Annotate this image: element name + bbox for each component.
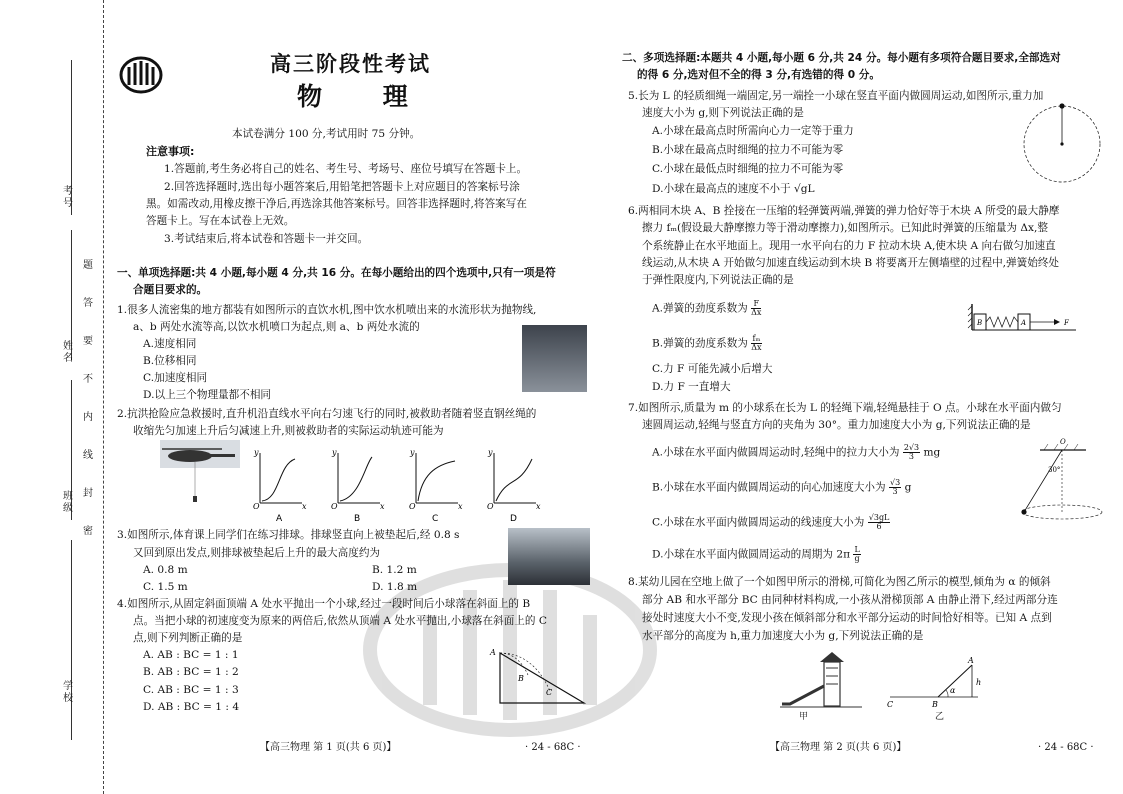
q6-stem-cont: 线运动,从木块 A 开始做匀加速直线运动到木块 B 将要离开左侧墙壁的过程中,弹簧始终处 (642, 257, 1060, 269)
denominator: 3 (892, 487, 898, 496)
school-label: 学校 (60, 680, 72, 704)
q6-option-a-text: A.弹簧的劲度系数为 (652, 302, 748, 315)
notice-2-cont: 黑。如需改动,用橡皮擦干净后,再选涂其他答案标号。回答非选择题时,将答案写在 (146, 198, 527, 210)
numerator: √3gL (868, 513, 890, 522)
section-2-heading: 二、多项选择题:本题共 4 小题,每小题 6 分,共 24 分。每小题有多项符合题目要求,全部选对 (622, 52, 1061, 64)
fig-label-b: B (518, 674, 524, 683)
q7-option-d (652, 546, 861, 563)
angle-label: 30° (1048, 466, 1061, 474)
q2-trajectory-options (250, 445, 540, 525)
q7-option-a-text: A.小球在水平面内做圆周运动时,轻绳中的拉力大小为 (652, 446, 900, 459)
axis-x-label: x (458, 502, 463, 511)
point-a-label: A (968, 656, 974, 665)
q8-stem-cont: 部分 AB 和水平部分 BC 由同种材料构成,一小孩从滑梯顶部 A 由静止滑下,经过两部分连 (642, 594, 1058, 606)
angle-alpha-label: α (950, 686, 956, 695)
q5-vertical-circle-figure (1020, 102, 1104, 186)
q7-option-b (652, 479, 911, 496)
denominator: g (854, 554, 860, 563)
page-footer: 【高三物理 第 1 页(共 6 页)】 (260, 742, 397, 753)
q7-option-c-text: C.小球在水平面内做圆周运动的线速度大小为 (652, 516, 865, 529)
fraction (751, 300, 761, 317)
notice-1: 1.答题前,考生务必将自己的姓名、考生号、考场号、座位号填写在答题卡上。 (164, 163, 528, 175)
origin-label: O (331, 502, 338, 511)
fraction (751, 335, 761, 352)
section-2-heading-cont: 的得 6 分,选对但不全的得 3 分,有选错的得 0 分。 (637, 69, 880, 81)
page-code: · 24 - 68C · (525, 742, 581, 753)
q4-incline-figure (488, 645, 588, 707)
q1-stem: 1.很多人流密集的地方都装有如图所示的直饮水机,图中饮水机喷出来的水流形状为抛物线, (117, 304, 537, 316)
q2-label-c: C (432, 514, 439, 524)
q1-option-a: A.速度相同 (143, 338, 197, 350)
q4-stem-cont: 点。当把小球的初速度变为原来的两倍后,依然从顶端 A 处水平抛出,小球落在斜面上的 C (133, 615, 547, 627)
seal-char: 答 (83, 298, 93, 309)
score-info: 本试卷满分 100 分,考试用时 75 分钟。 (232, 128, 421, 140)
q3-option-b: B. 1.2 m (372, 564, 417, 576)
figure-b-caption: 乙 (935, 712, 945, 722)
q7-option-a (652, 444, 940, 461)
q4-option-a: A. AB : BC = 1 : 1 (143, 649, 239, 661)
fraction (903, 444, 920, 461)
origin-label: O (253, 502, 260, 511)
q8-stem-cont: 水平部分的高度为 h,重力加速度大小为 g,下列说法正确的是 (642, 630, 924, 642)
seal-char: 线 (83, 450, 93, 461)
fraction (889, 479, 901, 496)
q6-stem-cont: 于弹性限度内,下列说法正确的是 (642, 274, 794, 286)
point-b-label: B (932, 700, 938, 709)
fraction (868, 514, 891, 531)
subject-title: 物 理 (297, 82, 434, 111)
q7-stem-cont: 速圆周运动,轻绳与竖直方向的夹角为 30°。重力加速度大小为 g,下列说法正确的是 (642, 419, 1031, 431)
point-o-label: O (1060, 438, 1066, 446)
fig-label-c: C (546, 688, 553, 697)
seal-char: 题 (83, 260, 93, 271)
axis-x-label: x (380, 502, 385, 511)
q6-option-d: D.力 F 一直增大 (652, 381, 731, 393)
origin-label: O (409, 502, 416, 511)
q2-stem-cont: 收缩先匀加速上升后匀减速上升,则被救助者的实际运动轨迹可能为 (133, 425, 444, 437)
block-a-label: A (1021, 319, 1027, 327)
notice-title: 注意事项: (146, 145, 195, 158)
axis-y-label: y (254, 448, 259, 457)
axis-y-label: y (332, 448, 337, 457)
helicopter-photo (160, 440, 240, 510)
q6-option-b (652, 335, 762, 352)
q5-option-d: D.小球在最高点的速度不小于 √gL (652, 183, 815, 195)
q7-option-b-unit: g (904, 481, 912, 494)
q4-stem-cont: 点,则下列判断正确的是 (133, 632, 243, 644)
numerator: √3 (890, 478, 901, 487)
q5-stem-cont: 速度大小为 g,则下列说法正确的是 (642, 107, 804, 119)
q1-option-c: C.加速度相同 (143, 372, 208, 384)
denominator: 3 (908, 452, 915, 461)
denominator: Δx (751, 343, 762, 352)
exam-title: 高三阶段性考试 (270, 52, 431, 76)
denominator: Δx (751, 308, 762, 317)
height-h-label: h (976, 678, 982, 687)
q7-option-c (652, 514, 890, 531)
point-c-label: C (887, 700, 894, 709)
volleyball-photo (508, 528, 590, 585)
slide-photo-figure (780, 650, 862, 710)
numerator: fₘ (752, 334, 761, 343)
block-b-label: B (977, 319, 983, 327)
seal-char: 不 (83, 374, 93, 385)
q5-option-a: A.小球在最高点时所需向心力一定等于重力 (652, 125, 854, 137)
q7-option-a-unit: mg (923, 446, 941, 459)
q2-label-d: D (510, 514, 517, 524)
fig-label-a: A (490, 648, 496, 657)
notice-3: 3.考试结束后,将本试卷和答题卡一并交回。 (164, 233, 369, 245)
binding-margin (0, 0, 104, 794)
q1-stem-cont: a、b 两处水流等高,以饮水机喷口为起点,则 a、b 两处水流的 (133, 321, 420, 333)
q4-option-b: B. AB : BC = 1 : 2 (143, 666, 239, 678)
force-f-label: F (1064, 319, 1069, 327)
q1-option-d: D.以上三个物理量都不相同 (143, 389, 272, 401)
q5-stem: 5.长为 L 的轻质细绳一端固定,另一端拴一小球在竖直平面内做圆周运动,如图所示,重力加 (628, 90, 1044, 102)
q2-stem: 2.抗洪抢险应急救援时,直升机沿直线水平向右匀速飞行的同时,被救助者随着竖直钢丝绳的 (117, 408, 537, 420)
axis-x-label: x (536, 502, 541, 511)
numerator: 2√3 (903, 443, 920, 452)
notice-2: 2.回答选择题时,选出每小题答案后,用铅笔把答题卡上对应题目的答案标号涂 (164, 181, 520, 193)
figure-a-caption: 甲 (799, 712, 809, 722)
q4-stem: 4.如图所示,从固定斜面顶端 A 处水平抛出一个小球,经过一段时间后小球落在斜面上的 B (117, 598, 531, 610)
q2-label-b: B (354, 514, 361, 524)
q7-conical-pendulum-figure (1012, 438, 1106, 522)
axis-y-label: y (488, 448, 493, 457)
seal-char: 密 (83, 526, 93, 537)
q4-option-c: C. AB : BC = 1 : 3 (143, 684, 239, 696)
page-footer: 【高三物理 第 2 页(共 6 页)】 (770, 742, 907, 753)
q5-option-c: C.小球在最低点时细绳的拉力不可能为零 (652, 163, 844, 175)
q6-stem-cont: 擦力 fₘ(假设最大静摩擦力等于滑动摩擦力),如图所示。已知此时弹簧的压缩量为 Δx,整 (642, 222, 1048, 234)
seal-char: 要 (83, 336, 93, 347)
fraction (853, 546, 860, 563)
q6-stem: 6.两相同木块 A、B 拴接在一压缩的轻弹簧两端,弹簧的弹力恰好等于木块 A 所受的最大静摩 (628, 205, 1060, 217)
q3-option-d: D. 1.8 m (372, 581, 418, 593)
section-1-heading: 一、单项选择题:共 4 小题,每小题 4 分,共 16 分。在每小题给出的四个选项中,只有一项是符 (117, 267, 556, 279)
q3-stem-cont: 又回到原出发点,则排球被垫起后上升的最大高度约为 (133, 547, 381, 559)
q3-option-c: C. 1.5 m (143, 581, 188, 593)
page-code: · 24 - 68C · (1038, 742, 1094, 753)
q6-spring-blocks-figure (968, 302, 1080, 334)
q6-option-c: C.力 F 可能先减小后增大 (652, 363, 773, 375)
publisher-logo (119, 55, 163, 95)
q5-option-b: B.小球在最高点时细绳的拉力不可能为零 (652, 144, 844, 156)
axis-x-label: x (302, 502, 307, 511)
class-label: 班级 (60, 490, 72, 514)
water-fountain-photo (522, 325, 587, 392)
seal-char: 封 (83, 488, 93, 499)
numerator: L (854, 545, 860, 554)
origin-label: O (487, 502, 494, 511)
exam-no-label: 考号 (60, 185, 72, 209)
q7-option-d-text: D.小球在水平面内做圆周运动的周期为 2π (652, 548, 851, 561)
q7-option-b-text: B.小球在水平面内做圆周运动的向心加速度大小为 (652, 481, 886, 494)
numerator: F (751, 300, 761, 309)
seal-char: 内 (83, 412, 93, 423)
q7-stem: 7.如图所示,质量为 m 的小球系在长为 L 的轻绳下端,轻绳悬挂于 O 点。小球在水平面内做匀 (628, 402, 1062, 414)
q6-stem-cont: 个系统静止在水平地面上。现用一水平向右的力 F 拉动木块 A,使木块 A 向右做匀加速直 (642, 240, 1056, 252)
q8-stem-cont: 接处时速度大小不变,发现小孩在倾斜部分和水平部分运动的时间恰好相等。已知 A 点到 (642, 612, 1052, 624)
name-label: 姓名 (60, 340, 72, 364)
q8-stem: 8.某幼儿园在空地上做了一个如图甲所示的滑梯,可简化为图乙所示的模型,倾角为 α 的倾斜 (628, 576, 1051, 588)
q2-label-a: A (276, 514, 283, 524)
q3-option-a: A. 0.8 m (143, 564, 188, 576)
section-1-heading-cont: 合题目要求的。 (133, 284, 208, 296)
q6-option-a (652, 300, 761, 317)
denominator: 6 (876, 522, 882, 531)
slide-model-figure (880, 655, 990, 710)
axis-y-label: y (410, 448, 415, 457)
q4-option-d: D. AB : BC = 1 : 4 (143, 701, 240, 713)
q3-stem: 3.如图所示,体育课上同学们在练习排球。排球竖直向上被垫起后,经 0.8 s (117, 529, 460, 541)
q1-option-b: B.位移相同 (143, 355, 197, 367)
school-line (71, 540, 72, 740)
q6-option-b-text: B.弹簧的劲度系数为 (652, 337, 748, 350)
notice-2-cont: 答题卡上。写在本试卷上无效。 (146, 215, 295, 227)
